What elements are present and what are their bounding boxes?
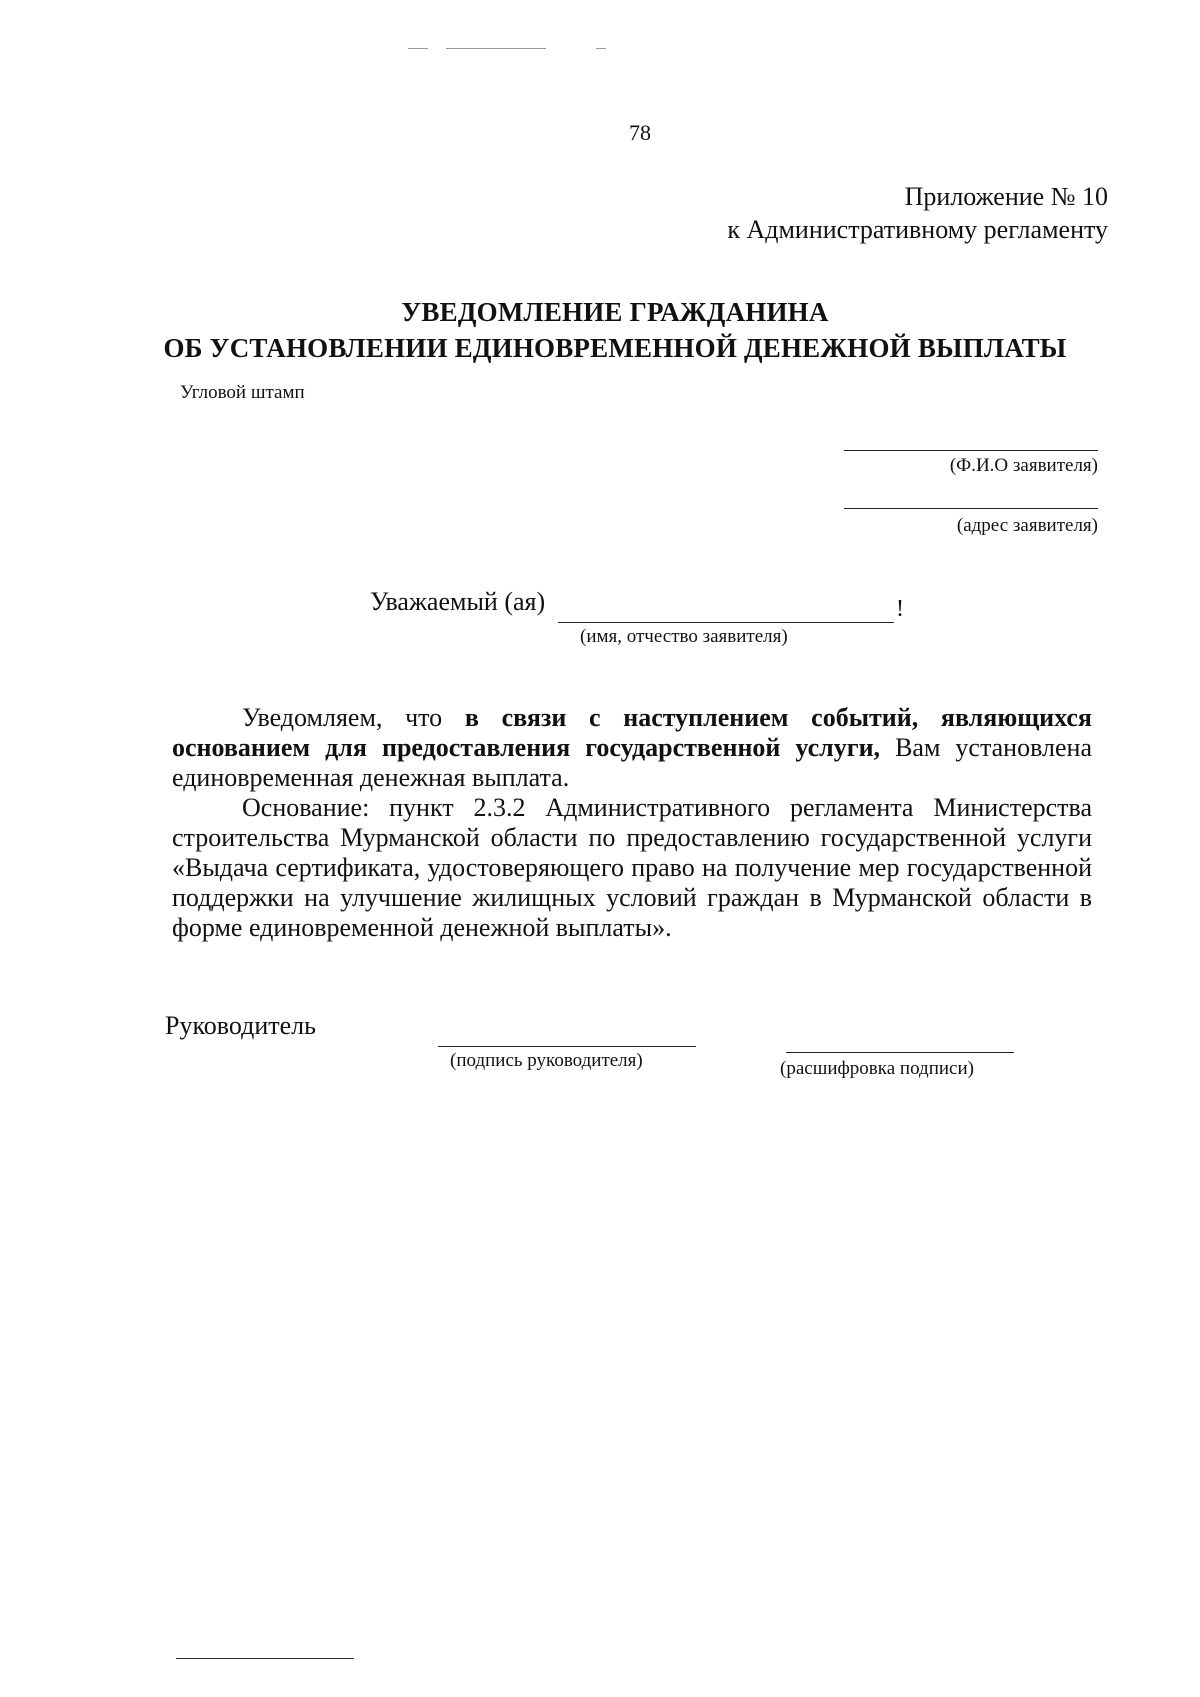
signature-decryption-field-line [786,1052,1014,1053]
notice-text: Уведомляем, что [242,703,465,732]
signature-caption: (подпись руководителя) [450,1050,643,1071]
applicant-address-field-line [844,508,1098,509]
notice-text: Вам установлена единовременная денежная выплата. [172,733,1092,792]
greeting-prefix: Уважаемый (ая) [370,587,546,616]
greeting-name-field-line [558,622,894,623]
page-number: 78 [629,120,651,145]
notice-paragraph-2: Основание: пункт 2.3.2 Административного регламента Министерства строительства Мурманской области по предоставлению государственной услуги «Выдача сертификата, удостоверяющего право на получение мер государственной поддержки на улучшение жилищных условий граждан в Мурманской области в форме единовременной денежной выплаты». [172,793,1092,942]
greeting-suffix: ! [896,596,904,622]
scan-mark [446,48,546,49]
notice-body [172,703,1092,943]
notice-bold-text: в связи с наступлением событий, являющихся основанием для предоставления государственной услуги, [172,703,1092,762]
appendix-reference: к Административному регламенту [727,215,1108,244]
notice-paragraph-1 [172,703,1092,793]
document-title-line-1: УВЕДОМЛЕНИЕ ГРАЖДАНИНА [401,297,829,327]
greeting-name-caption: (имя, отчество заявителя) [580,626,788,647]
signature-field-line [438,1046,696,1047]
corner-stamp-label: Угловой штамп [180,382,305,403]
applicant-name-caption: (Ф.И.О заявителя) [949,455,1098,476]
signature-decryption-caption: (расшифровка подписи) [780,1058,974,1079]
document-title-line-2: ОБ УСТАНОВЛЕНИИ ЕДИНОВРЕМЕННОЙ ДЕНЕЖНОЙ ВЫПЛАТЫ [163,333,1067,363]
signatory-role: Руководитель [165,1011,316,1040]
footnote-separator [176,1658,354,1659]
scan-mark [596,48,606,49]
applicant-name-field-line [844,450,1098,451]
scan-mark [408,48,428,49]
appendix-number: Приложение № 10 [904,182,1108,211]
applicant-address-caption: (адрес заявителя) [956,515,1098,536]
